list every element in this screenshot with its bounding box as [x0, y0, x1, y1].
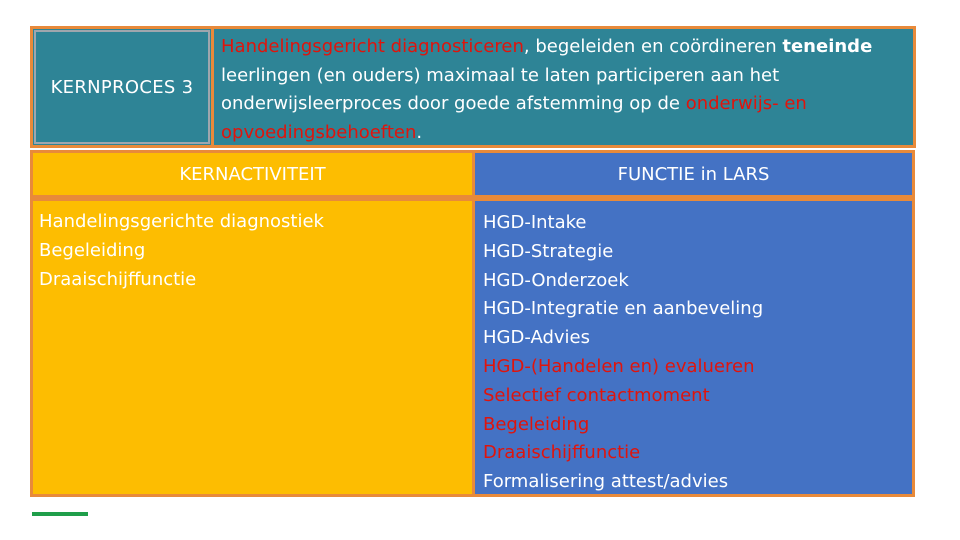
- list-item: Begeleiding: [483, 413, 590, 435]
- kernproces-label: KERNPROCES 3: [50, 76, 194, 98]
- list-item: HGD-Advies: [483, 327, 590, 349]
- desc-bold-teneinde: teneinde: [782, 36, 873, 57]
- desc-text-1: , begeleiden en coördineren: [523, 36, 783, 57]
- list-item: HGD-Intake: [483, 212, 587, 233]
- list-item: HGD-Integratie en aanbeveling: [483, 298, 764, 320]
- desc-text-2: leerlingen (en ouders) maximaal te laten participeren aan het onderwijsleerproces door goede afstemming op de: [221, 64, 780, 114]
- list-item: Handelingsgerichte diagnostiek: [39, 211, 324, 232]
- accent-line: [32, 512, 88, 516]
- kernactiviteit-header-box: [30, 150, 475, 198]
- list-item: Draaischijffunctie: [483, 442, 641, 464]
- kernactiviteit-list-box: [30, 198, 475, 497]
- list-item: Selectief contactmoment: [483, 384, 710, 406]
- list-item: HGD-Onderzoek: [483, 269, 629, 291]
- list-item: HGD-(Handelen en) evalueren: [483, 355, 755, 377]
- kernactiviteit-header: KERNACTIVITEIT: [179, 163, 326, 185]
- kernproces-description-box: [211, 26, 916, 148]
- desc-text-3: .: [416, 121, 423, 143]
- list-item: HGD-Strategie: [483, 240, 614, 262]
- list-item: Formalisering attest/advies: [483, 471, 729, 493]
- functie-list: [483, 209, 904, 497]
- desc-highlight-diagnosticeren: Handelingsgericht diagnosticeren: [221, 36, 524, 57]
- functie-list-box: [472, 198, 915, 497]
- functie-header-box: [472, 150, 915, 198]
- list-item: Begeleiding: [39, 240, 146, 261]
- list-item: Draaischijffunctie: [39, 269, 197, 290]
- kernproces-label-box: [30, 26, 214, 148]
- kernactiviteit-list: [39, 207, 466, 294]
- kernproces-description: [221, 33, 907, 147]
- functie-header: FUNCTIE in LARS: [617, 163, 770, 185]
- desc-highlight-behoeften: onderwijs- en opvoedingsbehoeften: [221, 93, 807, 143]
